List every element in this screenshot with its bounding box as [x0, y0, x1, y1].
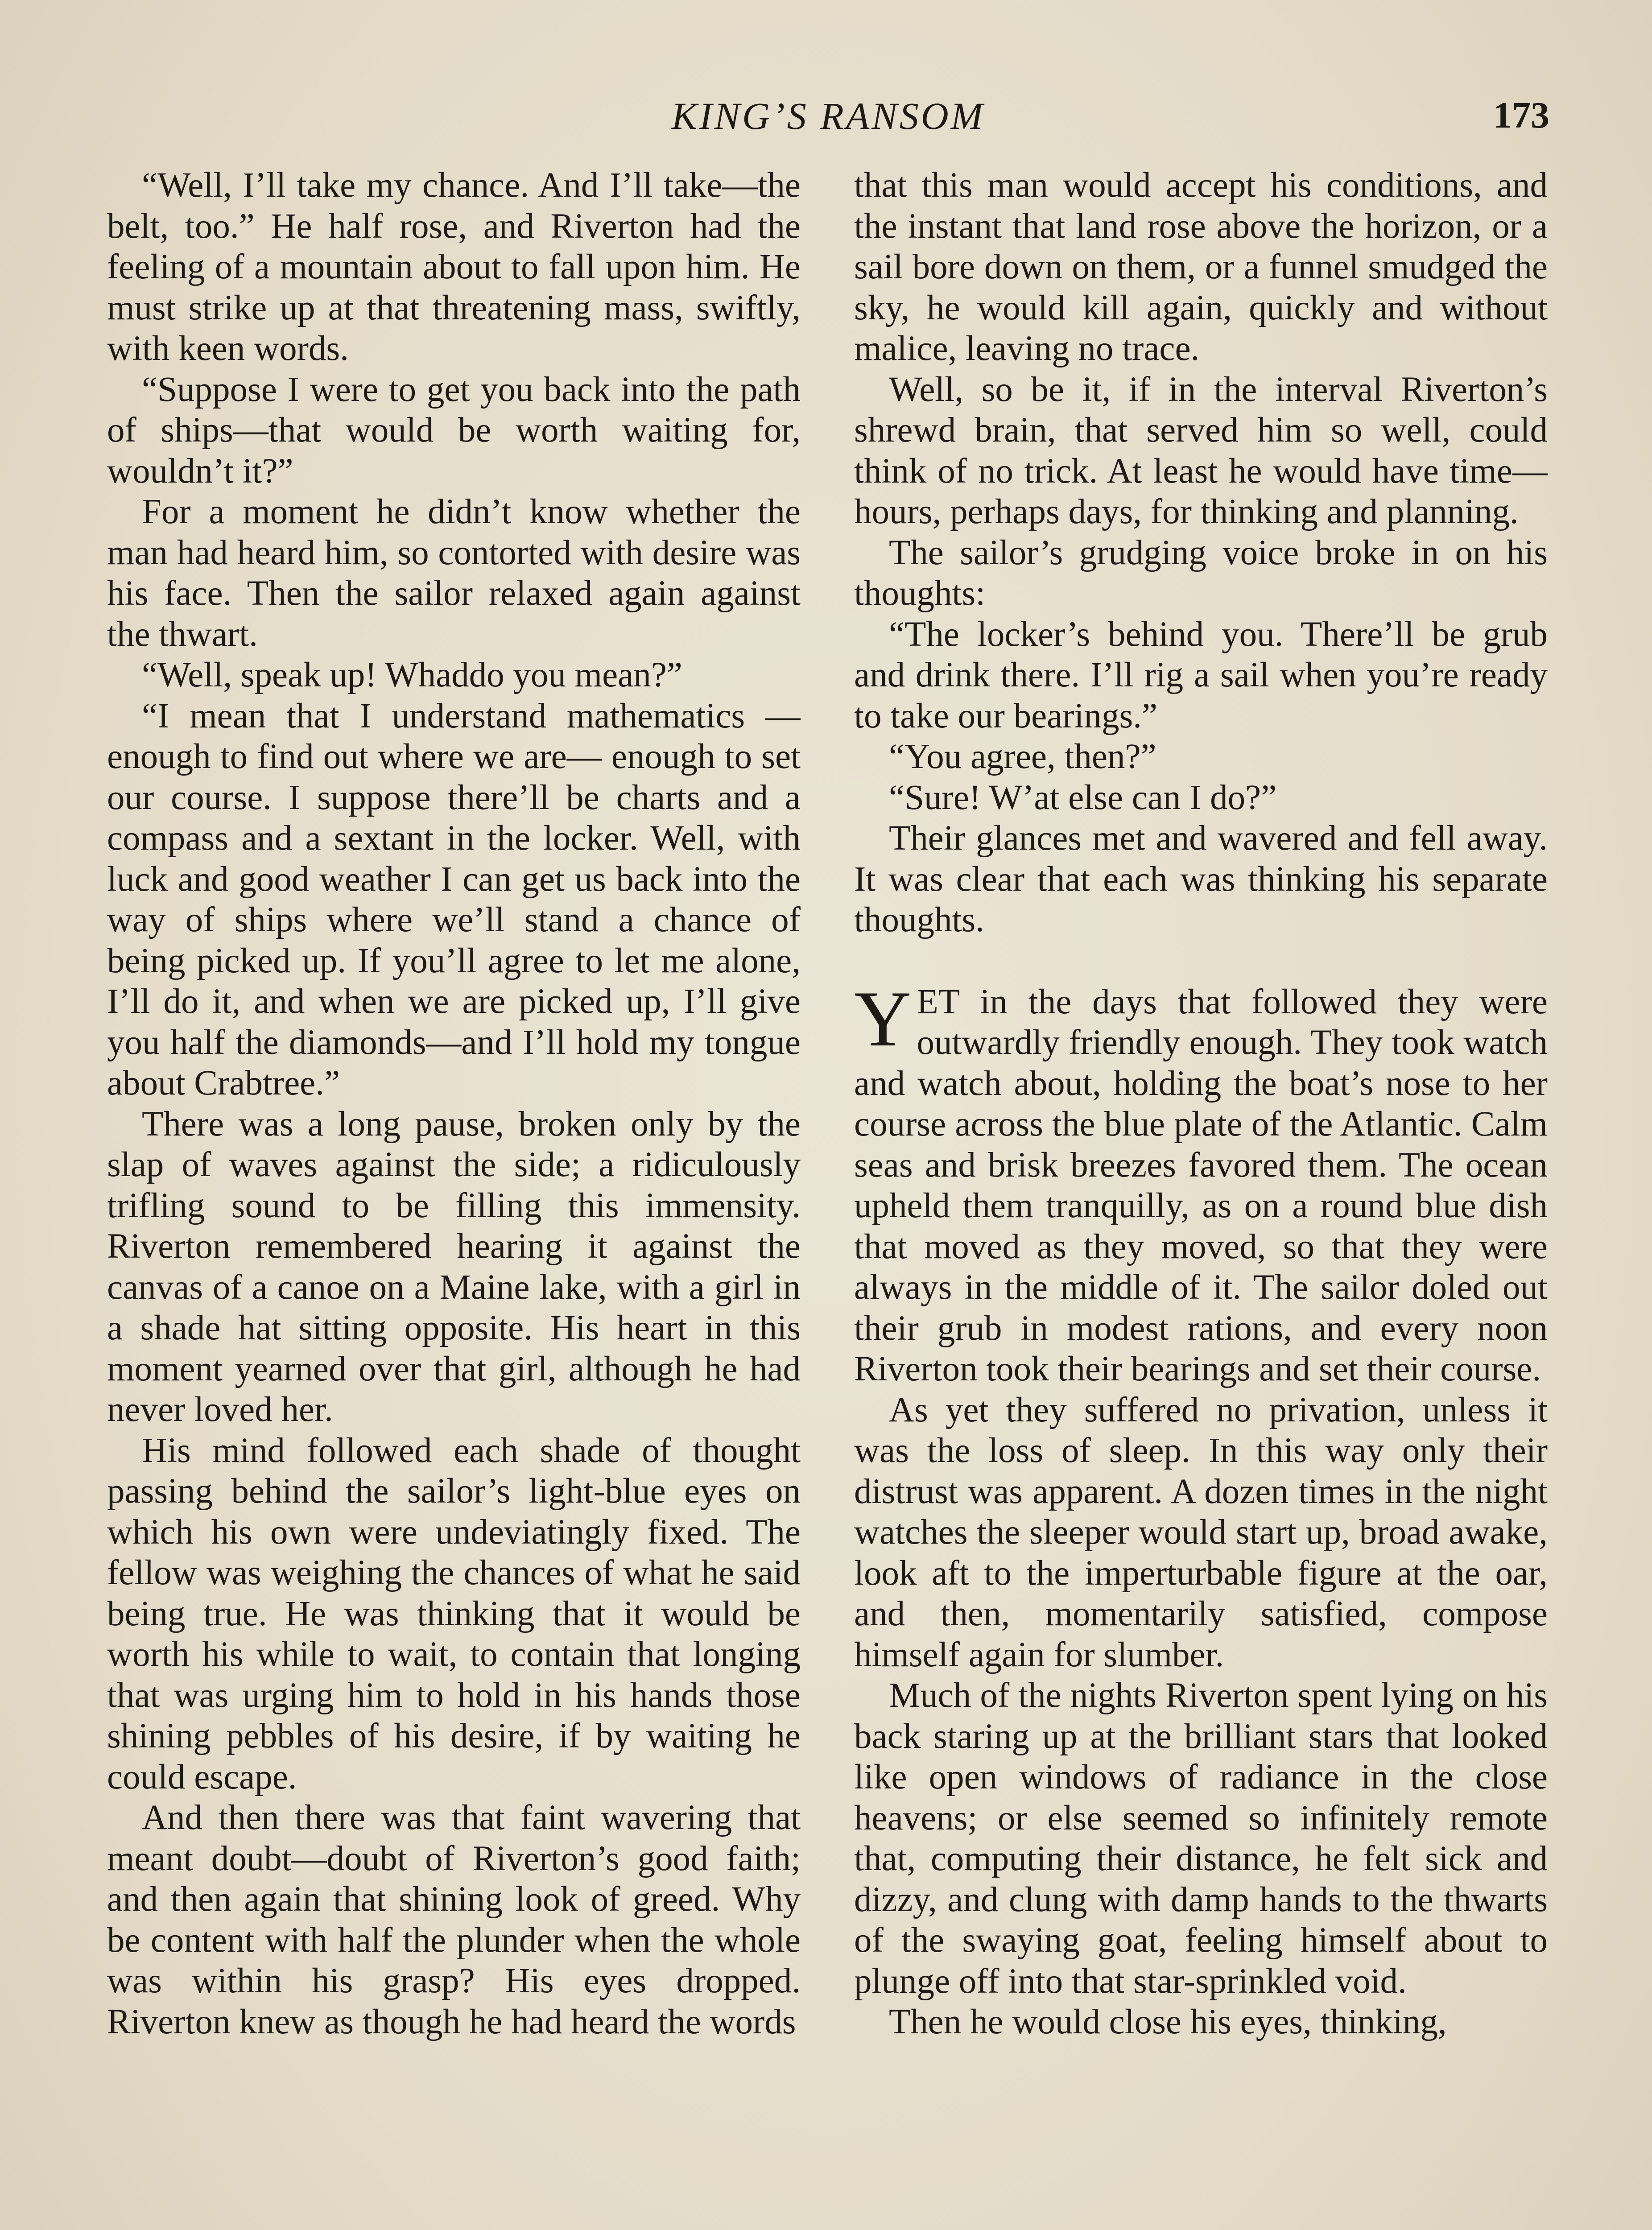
- paragraph: Their glances met and wavered and fell away. It was clear that each was thinking his separate thoughts.: [854, 819, 1548, 939]
- paragraph: “The locker’s behind you. There’ll be grub and drink there. I’ll rig a sail when you’re ready to take our bearings.”: [854, 615, 1548, 735]
- paragraph: “You agree, then?”: [889, 737, 1156, 776]
- paragraph: As yet they suffered no privation, unless it was the loss of sleep. In this way only their distrust was apparent. A dozen times in the night watches the sleeper would start up, broad awake, look aft to the imperturbable figure at the oar, and then, momentarily satisfied, compose himself again for slumber.: [854, 1390, 1548, 1674]
- paragraph: His mind followed each shade of thought passing behind the sailor’s light-blue eyes on which his own were undeviatingly fixed. The fellow was weighing the chances of what he said being true. He was thinking that it would be worth his while to wait, to contain that longing that was urging him to hold in his hands those shining pebbles of his desire, if by waiting he could escape.: [107, 1431, 801, 1796]
- paragraph: “Sure! W’at else can I do?”: [889, 778, 1277, 817]
- section-opening-text: ET in the days that followed they were outwardly friendly enough. They took watch and watch about, holding the boat’s nose to her course across the blue plate of the Atlantic. Calm seas and brisk breezes favored them. The ocean upheld them tranquilly, as on a round blue dish that moved as they moved, so that they were always in the middle of it. The sailor doled out their grub in modest rations, and every noon Riverton took their bearings and set their course.: [854, 982, 1548, 1388]
- paragraph: “Well, speak up! Whaddo you mean?”: [142, 656, 682, 694]
- page-number: 173: [1493, 95, 1549, 136]
- paragraph: For a moment he didn’t know whether the man had heard him, so contorted with desire was his face. Then the sailor relaxed again against the thwart.: [107, 492, 801, 654]
- paragraph: And then there was that faint wavering that meant doubt—doubt of Riverton’s good faith; and then again that shining look of greed. Why be content with half the plunder when the whole was within his grasp? His eyes dropped. Riverton knew as though he had heard the words: [107, 1798, 801, 2041]
- page-header: [107, 94, 1549, 147]
- text-columns: [107, 165, 1548, 2230]
- paragraph: Much of the nights Riverton spent lying on his back staring up at the brilliant stars that looked like open windows of radiance in the close heavens; or else seemed so infinitely remote that, computing their distance, he felt sick and dizzy, and clung with damp hands to the thwarts of the swaying goat, feeling himself about to plunge off into that star-sprinkled void.: [854, 1676, 1548, 2001]
- drop-cap: Y: [854, 974, 912, 1063]
- running-title: KING’S RANSOM: [671, 95, 985, 137]
- paragraph: There was a long pause, broken only by the slap of waves against the side; a ridiculously trifling sound to be filling this immensity. Riverton remembered hearing it against the canvas of a canoe on a Maine lake, with a girl in a shade hat sitting opposite. His heart in this moment yearned over that girl, although he had never loved her.: [107, 1104, 801, 1429]
- paragraph: Well, so be it, if in the interval Riverton’s shrewd brain, that served him so well, could think of no trick. At least he would have time—hours, perhaps days, for thinking and planning.: [854, 370, 1548, 531]
- section-opening-paragraph: [854, 974, 1548, 1390]
- left-column: [107, 165, 801, 2230]
- paragraph: “Suppose I were to get you back into the path of ships—that would be worth waiting for, wouldn’t it?”: [107, 370, 801, 491]
- paragraph: “Well, I’ll take my chance. And I’ll take—the belt, too.” He half rose, and Riverton had the feeling of a mountain about to fall upon him. He must strike up at that threatening mass, swiftly, with keen words.: [107, 166, 801, 368]
- right-column: [854, 165, 1548, 2230]
- continued-paragraph: that this man would accept his conditions, and the instant that land rose above the horizon, or a sail bore down on them, or a funnel smudged the sky, he would kill again, quickly and without malice, leaving no trace.: [854, 166, 1548, 368]
- paragraph: The sailor’s grudging voice broke in on his thoughts:: [854, 533, 1548, 613]
- paragraph: Then he would close his eyes, thinking,: [889, 2003, 1447, 2041]
- paragraph: “I mean that I understand mathematics —enough to find out where we are— enough to set our course. I suppose there’ll be charts and a compass and a sextant in the locker. Well, with luck and good weather I can get us back into the way of ships where we’ll stand a chance of being picked up. If you’ll agree to let me alone, I’ll do it, and when we are picked up, I’ll give you half the diamonds—and I’ll hold my tongue about Crabtree.”: [107, 696, 801, 1103]
